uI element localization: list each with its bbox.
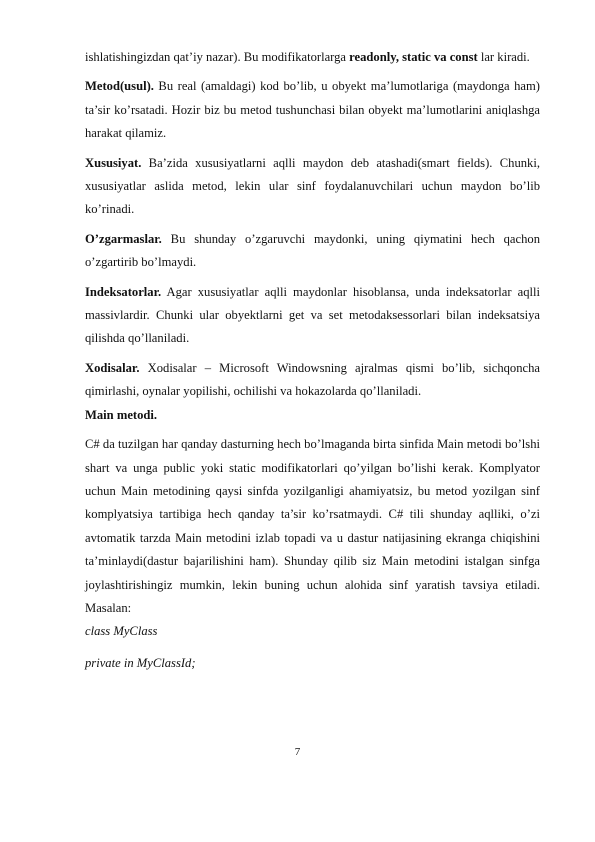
term-heading: Xususiyat. xyxy=(85,155,142,170)
paragraph-text: Ba’zida xususiyatlarni aqlli maydon deb atashadi(smart fields). Chunki, xususiyatlar aslida metod, lekin ular sinf foydalanuvchilari uchun maydon bo’lib ko’rinadi. xyxy=(85,155,540,217)
paragraph-text: ishlatishingizdan qat’iy nazar). Bu modifikatorlarga xyxy=(85,50,350,64)
term-heading: Metod(usul). xyxy=(85,79,154,94)
paragraph-text: Bu shunday o’zgaruvchi maydonki, uning qiymatini hech qachon o’zgartirib bo’lmaydi. xyxy=(85,231,540,270)
term-heading: Indeksatorlar. xyxy=(85,284,162,299)
paragraph-text: C# da tuzilgan har qanday dasturning hech bo’lmaganda birta sinfida Main metodi bo’lshi shart va unga public yoki static modifikatorlari qo’yilgan bo’lishi kerak. Komplyator uchun Main metodining qaysi sinfda yozilganligi ahamiyatsiz, bu metod yozilgan sinf komplyatsiya tartibiga hech qanday ta’sir ko’rsatmaydi. C# tili shunday aqlliki, o’zi avtomatik tarzda Main metodini izlab topadi va u dastur natijasining ekranga chiqishini ta’minlaydi(dastur bajarilishini ham). Shunday qilib siz Main metodini istalgan sinfga joylashtirishingiz mumkin, lekin buning uchun alohida sinf yaratish tavsiya etiladi. Masalan: xyxy=(85,437,540,615)
paragraph-property xyxy=(85,152,540,222)
paragraph-constants xyxy=(85,228,540,275)
term-heading: O’zgarmaslar. xyxy=(85,231,162,246)
term-heading: Xodisalar. xyxy=(85,360,140,375)
paragraph-events xyxy=(85,357,540,427)
paragraph-text: Agar xususiyatlar aqlli maydonlar hisoblansa, unda indeksatorlar aqlli massivlardir. Chunki ular obyektlarni get va set metodaksessorlari bilan indeksatsiya qilishda qo’llaniladi. xyxy=(85,284,540,346)
section-heading-main-method: Main metodi. xyxy=(85,407,158,422)
bold-keywords: readonly, static va const xyxy=(349,50,478,64)
paragraph-indexers xyxy=(85,281,540,351)
page-body xyxy=(85,46,540,675)
page-number: 7 xyxy=(294,746,301,758)
paragraph-text: lar kiradi. xyxy=(477,50,530,64)
paragraph-text: Xodisalar – Microsoft Windowsning ajralmas qismi bo’lib, sichqoncha qimirlashi, oynalar yopilishi, ochilishi va hokazolarda qo’llaniladi. xyxy=(85,360,540,399)
paragraph-text: Bu real (amaldagi) kod bo’lib, u obyekt ma’lumotlariga (maydonga ham) ta’sir ko’rsatadi. Hozir biz bu metod tushunchasi bilan obyekt ma’lumotlarini aniqlashga harakat qilamiz. xyxy=(85,79,540,141)
paragraph-main-method xyxy=(85,433,540,620)
paragraph-modifiers xyxy=(85,46,540,69)
code-line: private in MyClassId; xyxy=(85,655,196,670)
code-line: class MyClass xyxy=(85,624,158,639)
paragraph-method xyxy=(85,75,540,145)
